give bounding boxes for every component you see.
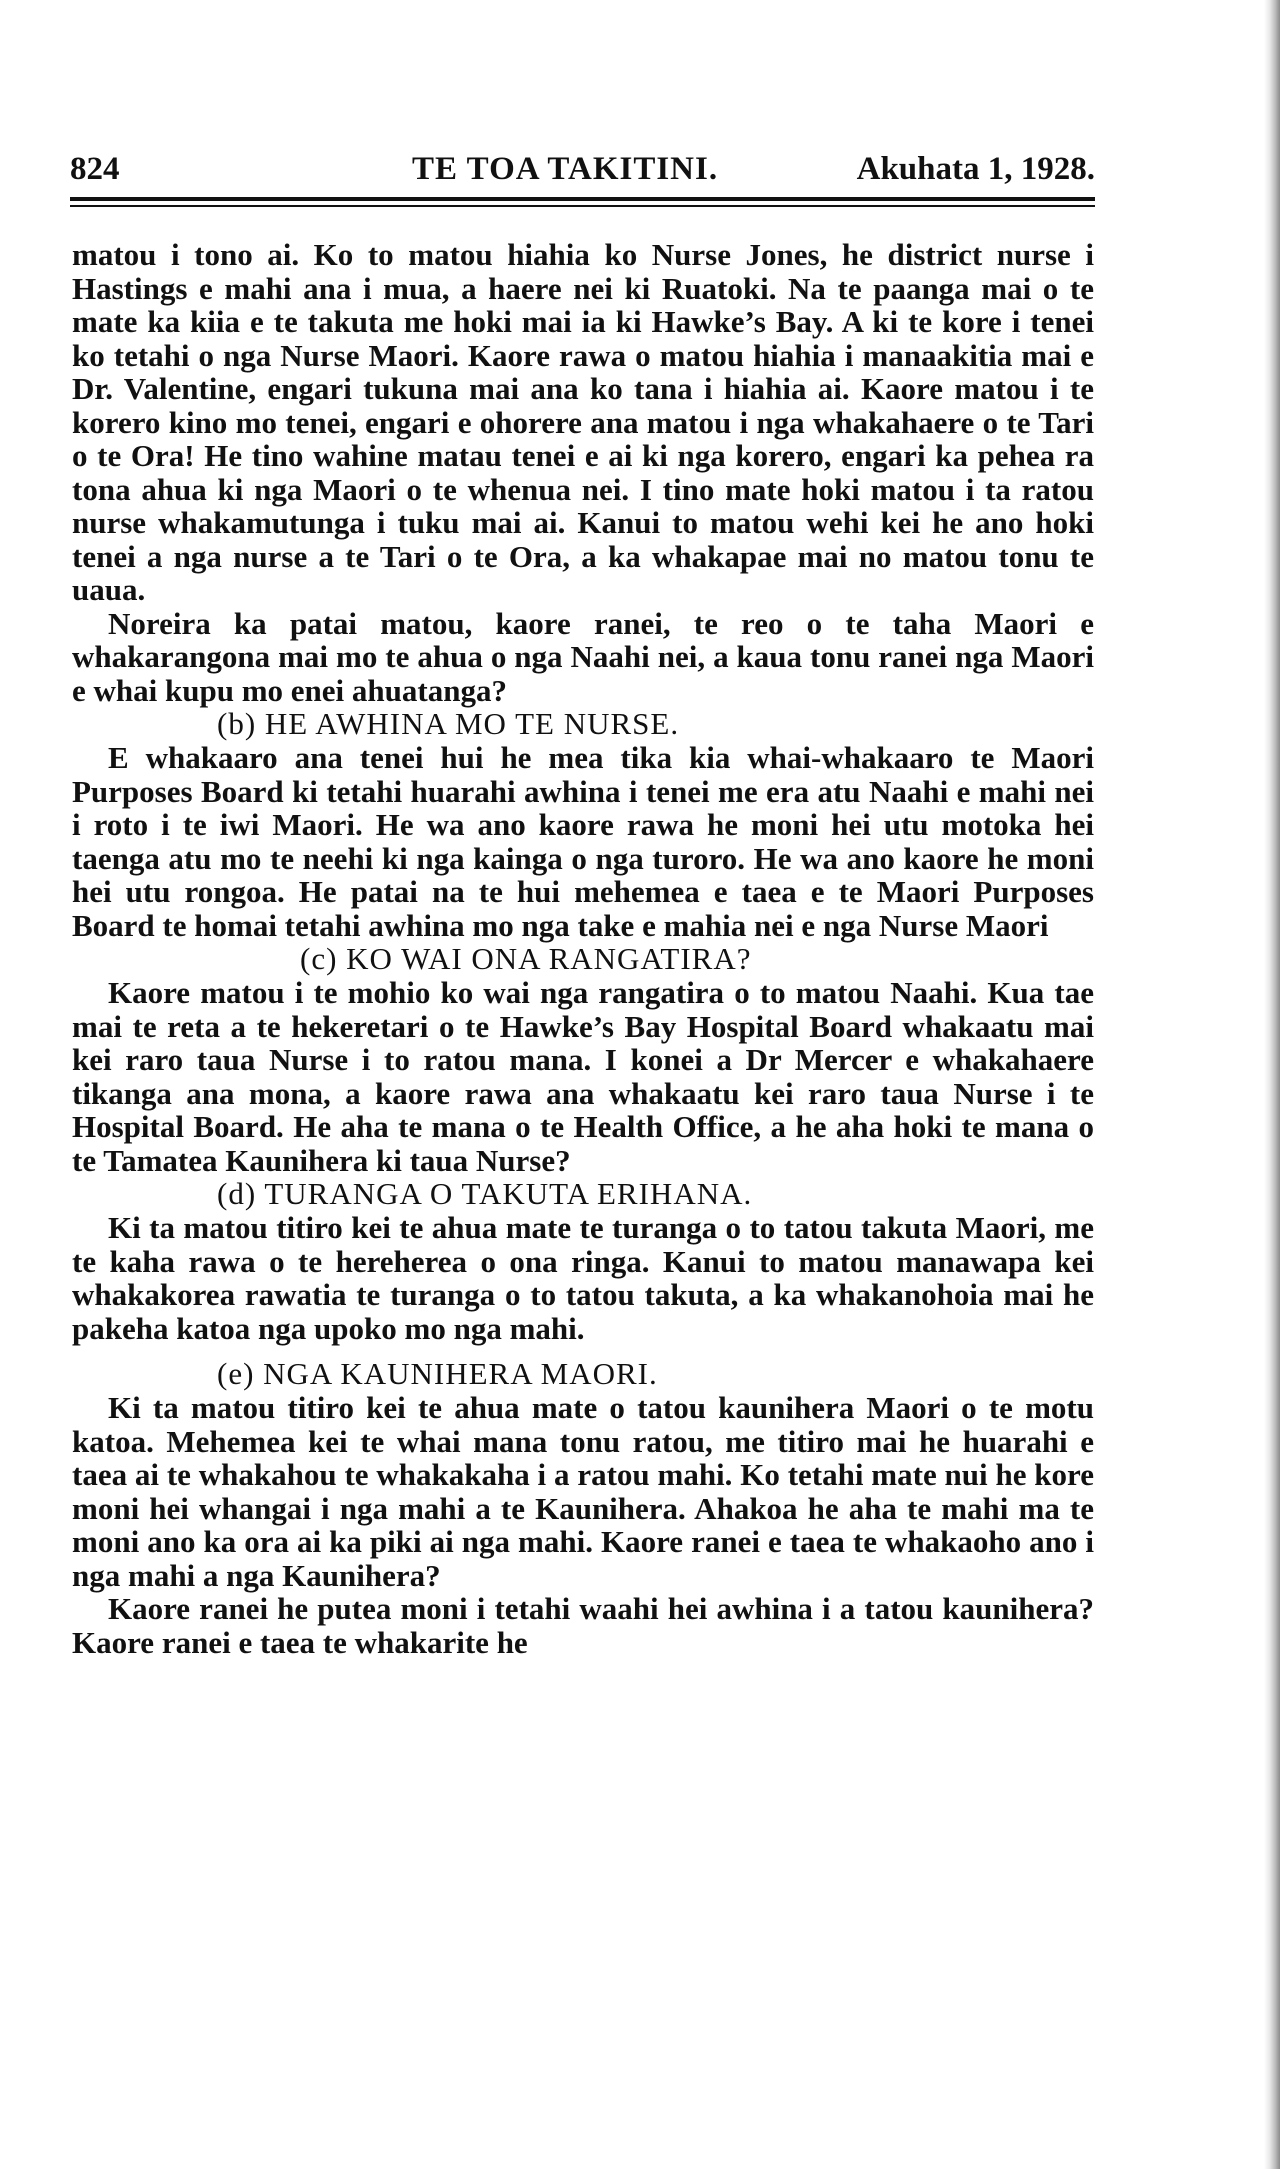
paragraph-authority: Kaore matou i te mohio ko wai nga rangatira o to matou Naahi. Kua tae mai te reta a te hekeretari o te Hawke’s Bay Hospital Board whakaatu mai kei raro taua Nurse i to ratou mana. I konei a Dr Mercer e whakahaere tikanga ana mona, a kaore rawa ana whakaatu kei raro taua Nurse i te Hospital Board. He aha te mana o te Health Office, a he aha hoki te mana o te Tamatea Kaunihera ki taua Nurse? (72, 975, 1094, 1178)
issue-date: Akuhata 1, 1928. (856, 151, 1095, 187)
page-spine-edge (1264, 0, 1280, 2169)
header-rule-thin (70, 205, 1095, 207)
paragraph-councils: Ki ta matou titiro kei te ahua mate o tatou kaunihera Maori o te motu katoa. Mehemea kei te whai mana tonu ratou, me titiro mai he huarahi e taea ai te whakahou te whakakaha i a ratou mahi. Ko tetahi mate nui he kore moni hei whangai i nga mahi a te Kaunihera. Ahakoa he aha te mahi ma te moni ano ka ora ai ka piki ai nga mahi. Kaore ranei e taea te whakaoho ano i nga mahi a nga Kaunihera? (72, 1390, 1094, 1593)
section-heading-d: (d) TURANGA O TAKUTA ERIHANA. (217, 1176, 753, 1211)
paragraph-question: Noreira ka patai matou, kaore ranei, te reo o te taha Maori e whakarangona mai mo te ahua o nga Naahi nei, a kaua tonu ranei nga Maori e whai kupu mo enei ahuatanga? (72, 605, 1094, 708)
section-heading-b: (b) HE AWHINA MO TE NURSE. (217, 706, 680, 741)
page-number: 824 (70, 151, 120, 187)
running-header (70, 148, 1095, 190)
publication-title: TE TOA TAKITINI. (412, 151, 719, 187)
paragraph-doctor-position: Ki ta matou titiro kei te ahua mate te turanga o to tatou takuta Maori, me te kaha rawa o te hereherea o ona ringa. Kanui to matou manawapa kei whakakorea rawatia te turanga o to tatou takuta, a ka whakanohoia mai he pakeha katoa nga upoko mo nga mahi. (72, 1210, 1094, 1346)
body-text (72, 238, 1094, 1659)
paragraph-nurse-support: E whakaaro ana tenei hui he mea tika kia whai-whakaaro te Maori Purposes Board ki tetahi huarahi awhina i tenei me era atu Naahi e mahi nei i roto i te iwi Maori. He wa ano kaore rawa he moni hei utu motoka hei taenga atu mo te neehi ki nga kainga o nga turoro. He wa ano kaore he moni hei utu rongoa. He patai na te hui mehemea e taea e te Maori Purposes Board te homai tetahi awhina mo nga take e mahia nei e nga Nurse Maori (72, 740, 1094, 943)
paragraph-continued: matou i tono ai. Ko to matou hiahia ko Nurse Jones, he district nurse i Hastings e mahi ana i mua, a haere nei ki Ruatoki. Na te paanga mai o te mate ka kiia e te takuta me hoki mai ia ki Hawke’s Bay. A ki te kore i tenei ko tetahi o nga Nurse Maori. Kaore rawa o matou hiahia i manaakitia mai e Dr. Valentine, engari tukuna mai ana ko tana i hiahia ai. Kaore matou i te korero kino mo tenei, engari e ohorere ana matou i nga whakahaere o te Tari o te Ora! He tino wahine matau tenei e ai ki nga korero, engari ka pehea ra tona ahua ki nga Maori o te whenua nei. I tino mate hoki matou i ta ratou nurse whakamutunga i tuku mai ai. Kanui to matou wehi kei he ano hoki tenei a nga nurse a te Tari o te Ora, a ka whakapae mai no matou tonu te uaua. (72, 237, 1094, 607)
section-heading-c: (c) KO WAI ONA RANGATIRA? (300, 941, 752, 976)
paragraph-funding: Kaore ranei he putea moni i tetahi waahi hei awhina i a tatou kaunihera? Kaore ranei e taea te whakarite he (72, 1591, 1094, 1660)
section-heading-e: (e) NGA KAUNIHERA MAORI. (217, 1356, 658, 1391)
header-rule-thick (70, 197, 1095, 201)
